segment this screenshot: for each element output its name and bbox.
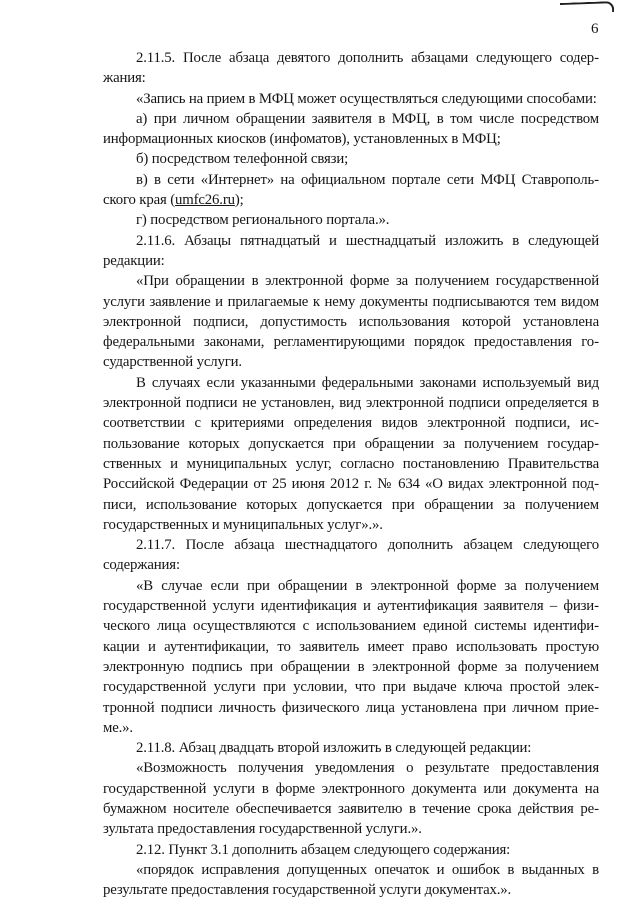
paragraph-item-b: б) посредством телефонной связи; <box>136 151 349 168</box>
paragraph-notification: «Возможность получения уведомления о результате предоставления государственной услуги в форме электронного документа или документа на бумажном носителе обеспечивается заявителю в течение срока действия результата предоставления государственной услуги.». <box>103 760 599 838</box>
paragraph-2-11-8: 2.11.8. Абзац двадцать второй изложить в следующей редакции: <box>136 740 532 757</box>
paragraph-2-12: 2.12. Пункт 3.1 дополнить абзацем следующего содержания: <box>136 841 511 858</box>
paragraph-item-v <box>103 170 599 211</box>
paragraph-item-g: г) посредством регионального портала.». <box>136 212 390 229</box>
item-v-text-end: ); <box>234 192 244 209</box>
page-number: 6 <box>591 21 599 37</box>
scan-corner-mark <box>560 1 614 14</box>
item-v-text: в) в сети «Интернет» на официальном портале сети МФЦ Ставропольского края ( <box>103 171 599 209</box>
paragraph-record-intro: «Запись на прием в МФЦ может осуществляться следующими способами: <box>136 90 597 107</box>
paragraph-signature-type: В случаях если указанными федеральными законами используемый вид электронной подписи не установлен, вид электронной подписи определяется в соответствии с критериями определения видов электронной подписи, использование которых допускается при обращении за получением государственных и муниципальных услуг, согласно постановлению Правительства Российской Федерации от 25 июня 2012 г. № 634 «О видах электронной подписи, использование которых допускается при обращении за получением государственных и муниципальных услуг».». <box>103 374 599 533</box>
paragraph-2-11-5: 2.11.5. После абзаца девятого дополнить абзацами следующего содержания: <box>103 50 599 87</box>
portal-link[interactable]: umfc26.ru <box>175 192 235 209</box>
paragraph-electronic-signature: «При обращении в электронной форме за получением государственной услуги заявление и прилагаемые к нему документы подписываются тем видом электронной подписи, допустимость использования которой установлена федеральными законами, регламентирующими порядок предоставления государственной услуги. <box>103 273 599 371</box>
paragraph-corrections: «порядок исправления допущенных опечаток и ошибок в выданных в результате предоставления государственной услуги документах.». <box>103 861 599 899</box>
document-body <box>103 48 599 900</box>
paragraph-identification: «В случае если при обращении в электронной форме за получением государственной услуги идентификация и аутентификация заявителя – физического лица осуществляются с использованием единой системы идентификации и аутентификации, то заявитель имеет право использовать простую электронную подпись при обращении в электронной форме за получением государственной услуги при условии, что при выдаче ключа простой электронной подписи личность физического лица установлена при личном приеме.». <box>103 577 599 736</box>
paragraph-item-a: а) при личном обращении заявителя в МФЦ, в том числе посредством информационных киосков (инфоматов), установленных в МФЦ; <box>103 110 599 148</box>
paragraph-2-11-6: 2.11.6. Абзацы пятнадцатый и шестнадцатый изложить в следующей редакции: <box>103 232 599 269</box>
paragraph-2-11-7: 2.11.7. После абзаца шестнадцатого дополнить абзацем следующего содержания: <box>103 537 599 574</box>
